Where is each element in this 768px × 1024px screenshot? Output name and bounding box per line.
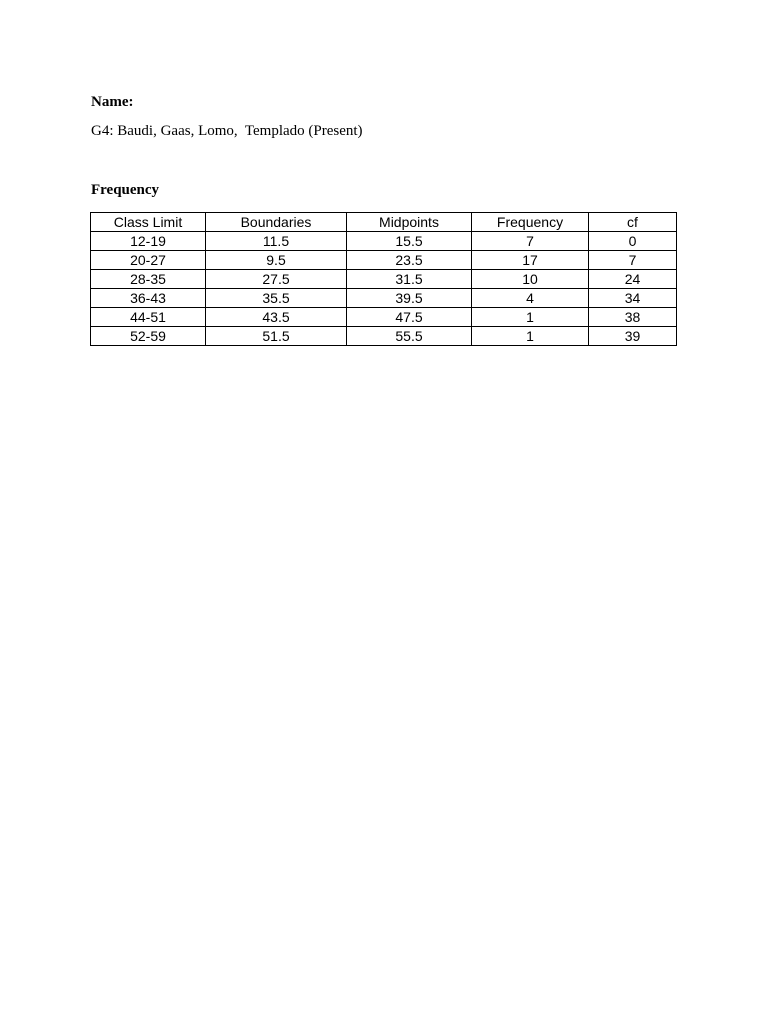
cell-boundaries: 35.5 — [206, 289, 347, 308]
cell-boundaries: 9.5 — [206, 251, 347, 270]
table-row — [91, 251, 677, 270]
cell-frequency: 1 — [472, 327, 589, 346]
header-cf: cf — [589, 213, 677, 232]
cell-cf: 0 — [589, 232, 677, 251]
cell-cf: 39 — [589, 327, 677, 346]
header-boundaries: Boundaries — [206, 213, 347, 232]
cell-cf: 34 — [589, 289, 677, 308]
section-heading: Frequency — [91, 182, 160, 198]
frequency-table — [90, 212, 677, 346]
cell-frequency: 4 — [472, 289, 589, 308]
cell-boundaries: 51.5 — [206, 327, 347, 346]
cell-midpoints: 23.5 — [347, 251, 472, 270]
table-header-row — [91, 213, 677, 232]
cell-frequency: 1 — [472, 308, 589, 327]
cell-class-limit: 28-35 — [91, 270, 206, 289]
table-row — [91, 270, 677, 289]
cell-cf: 24 — [589, 270, 677, 289]
cell-frequency: 10 — [472, 270, 589, 289]
cell-midpoints: 39.5 — [347, 289, 472, 308]
table-row — [91, 289, 677, 308]
cell-class-limit: 44-51 — [91, 308, 206, 327]
cell-midpoints: 15.5 — [347, 232, 472, 251]
cell-class-limit: 36-43 — [91, 289, 206, 308]
cell-boundaries: 11.5 — [206, 232, 347, 251]
cell-class-limit: 12-19 — [91, 232, 206, 251]
cell-cf: 38 — [589, 308, 677, 327]
cell-class-limit: 20-27 — [91, 251, 206, 270]
cell-cf: 7 — [589, 251, 677, 270]
cell-boundaries: 27.5 — [206, 270, 347, 289]
cell-class-limit: 52-59 — [91, 327, 206, 346]
cell-midpoints: 55.5 — [347, 327, 472, 346]
table-row — [91, 327, 677, 346]
table-row — [91, 308, 677, 327]
cell-frequency: 17 — [472, 251, 589, 270]
header-class-limit: Class Limit — [91, 213, 206, 232]
header-frequency: Frequency — [472, 213, 589, 232]
header-midpoints: Midpoints — [347, 213, 472, 232]
name-label: Name: — [91, 94, 134, 110]
group-members-line: G4: Baudi, Gaas, Lomo, Templado (Present) — [91, 123, 363, 139]
cell-midpoints: 47.5 — [347, 308, 472, 327]
cell-midpoints: 31.5 — [347, 270, 472, 289]
cell-frequency: 7 — [472, 232, 589, 251]
table-row — [91, 232, 677, 251]
cell-boundaries: 43.5 — [206, 308, 347, 327]
